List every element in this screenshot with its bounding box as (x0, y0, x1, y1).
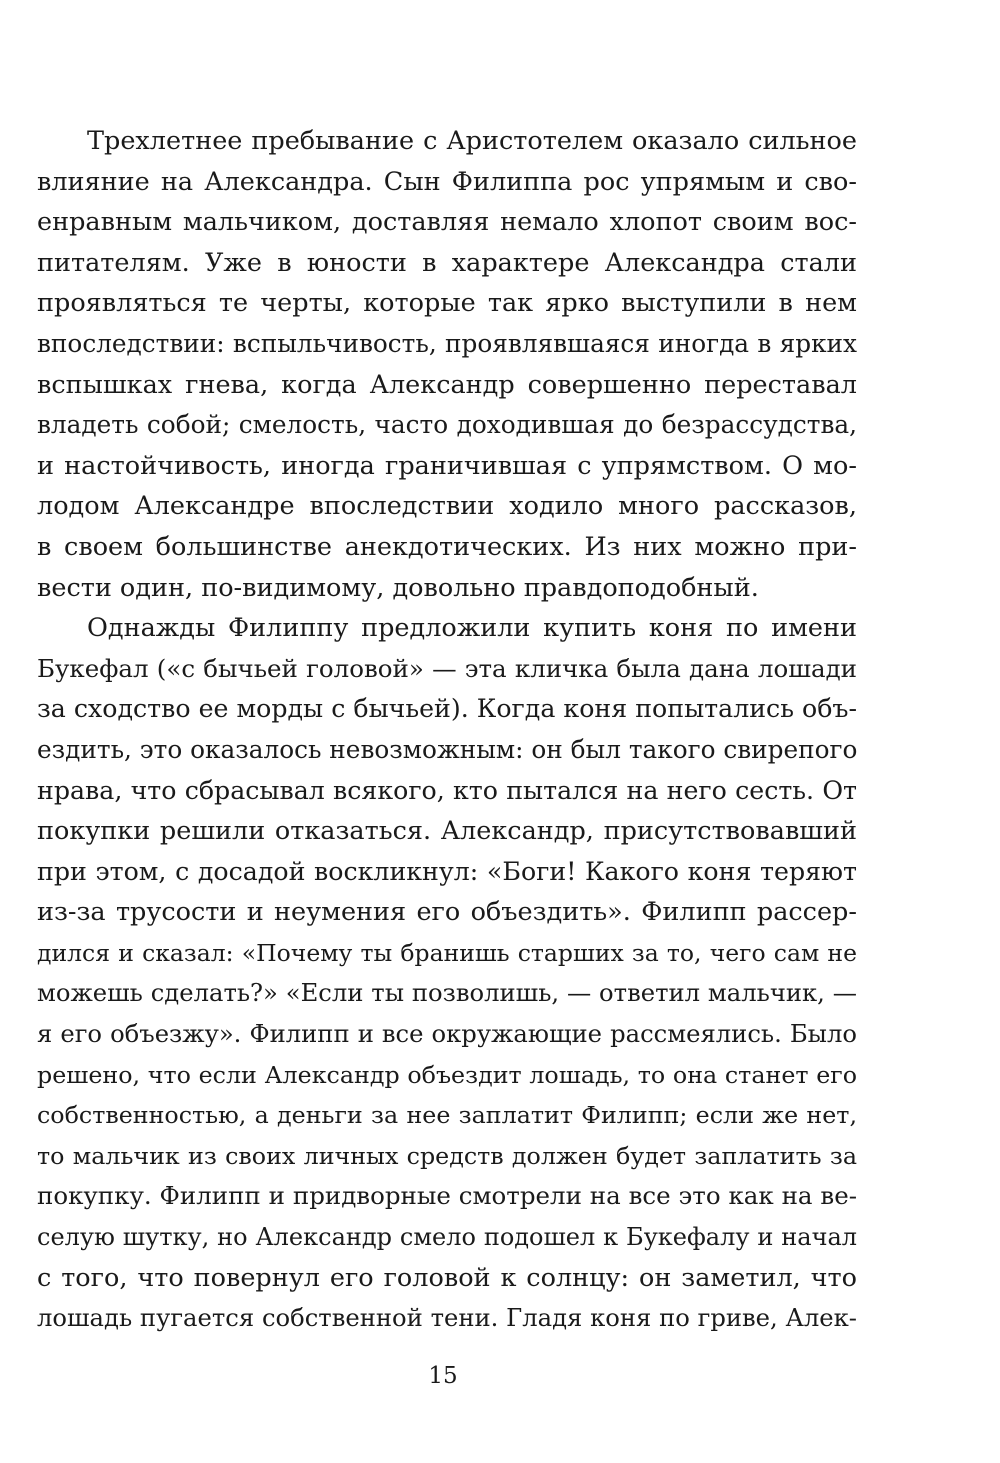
text-line: лодом Александре впоследствии ходило много рассказов, (37, 491, 857, 522)
text-line: вести один, по-видимому, довольно правдоподобный. (37, 572, 759, 603)
text-line: можешь сделать?» «Если ты позволишь, — ответил мальчик, — (37, 978, 857, 1008)
text-line: покупки решили отказаться. Александр, присутствовавший (37, 816, 857, 847)
text-line: ездить, это оказалось невозможным: он был такого свирепого (37, 734, 857, 764)
text-line: я его объезжу». Филипп и все окружающие рассмеялись. Было (37, 1019, 857, 1049)
text-line: при этом, с досадой воскликнул: «Боги! Какого коня теряют (37, 856, 857, 886)
text-line: Букефал («с бычьей головой» — эта кличка была дана лошади (37, 653, 857, 683)
text-line: впоследствии: вспыльчивость, проявлявшаяся иногда в ярких (37, 328, 857, 358)
body-text (37, 121, 857, 1339)
text-line: лошадь пугается собственной тени. Гладя коня по гриве, Алек- (37, 1303, 857, 1333)
text-line: покупку. Филипп и придворные смотрели на все это как на ве- (37, 1181, 857, 1211)
text-line: дился и сказал: «Почему ты бранишь старших за то, чего сам не (37, 938, 857, 967)
text-line: собственностью, а деньги за нее заплатит Филипп; если же нет, (37, 1101, 857, 1130)
text-line: владеть собой; смелость, часто доходившая до безрассудства, (37, 410, 857, 440)
text-line: Однажды Филиппу предложили купить коня по имени (87, 613, 857, 644)
text-line: решено, что если Александр объездит лошадь, то она станет его (37, 1060, 857, 1089)
text-line: из-за трусости и неумения его объездить». Филипп рассер- (37, 897, 857, 928)
text-line: то мальчик из своих личных средств должен будет заплатить за (37, 1141, 857, 1170)
text-line: вспышках гнева, когда Александр совершенно переставал (37, 369, 857, 400)
text-line: с того, что повернул его головой к солнцу: он заметил, что (37, 1262, 857, 1293)
text-line: за сходство ее морды с бычьей). Когда коня попытались объ- (37, 694, 857, 724)
text-line: влияние на Александра. Сын Филиппа рос упрямым и сво- (37, 166, 857, 197)
text-line: енравным мальчиком, доставляя немало хлопот своим вос- (37, 207, 857, 238)
text-line: и настойчивость, иногда граничившая с упрямством. О мо- (37, 450, 857, 481)
text-line: в своем большинстве анекдотических. Из них можно при- (37, 531, 857, 562)
text-line: питателям. Уже в юности в характере Александра стали (37, 247, 857, 278)
text-line: проявляться те черты, которые так ярко выступили в нем (37, 288, 857, 319)
page-number: 15 (428, 1363, 458, 1389)
text-line: Трехлетнее пребывание с Аристотелем оказало сильное (87, 126, 857, 156)
text-line: селую шутку, но Александр смело подошел к Букефалу и начал (37, 1223, 857, 1252)
text-line: нрава, что сбрасывал всякого, кто пытался на него сесть. От (37, 775, 857, 805)
